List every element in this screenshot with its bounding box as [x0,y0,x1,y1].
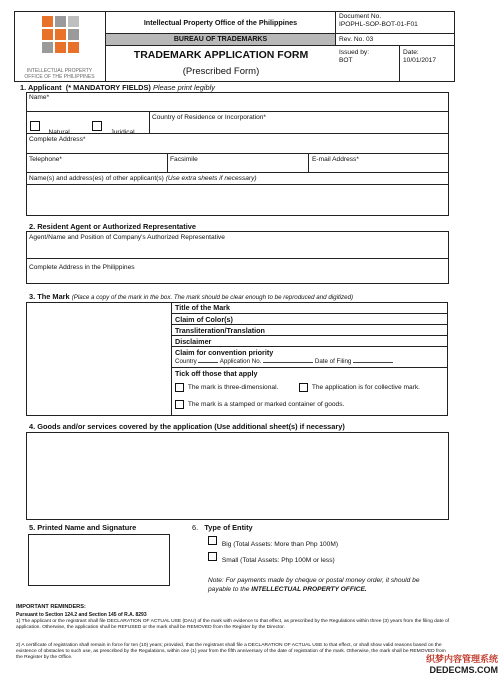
divider [26,153,449,154]
natural-checkbox[interactable] [30,121,40,131]
section4-heading: 4. Goods and/or services covered by the application (Use additional sheet(s) if necessary) [29,422,345,431]
juridical-option[interactable] [92,117,135,137]
reminders-title: IMPORTANT REMINDERS: [16,604,86,610]
doc-no: IPOPHL-SOP-BOT-01-F01 [339,21,418,28]
section5-heading: 5. Printed Name and Signature [29,523,137,532]
section1-heading: 1. Applicant (* MANDATORY FIELDS) Please print legibly [20,83,215,92]
telephone-field[interactable]: Telephone* [29,156,62,163]
stamped-option[interactable]: The mark is a stamped or marked container of goods. [175,400,344,409]
collective-checkbox[interactable] [299,383,308,392]
three-d-checkbox[interactable] [175,383,184,392]
priority-date[interactable]: Date of Filing [314,358,352,365]
name-field[interactable]: Name* [26,92,449,112]
big-entity-option[interactable]: Big (Total Assets: More than Php 100M) [208,536,338,545]
transliteration-row[interactable]: Transliteration/Translation [172,325,447,336]
facsimile-field[interactable]: Facsimile [170,156,198,163]
priority-country[interactable]: Country [175,358,197,365]
logo-line2: OFFICE OF THE PHILIPPINES [24,74,95,80]
date-label: Date: [403,49,419,56]
date-value: 10/01/2017 [403,57,437,64]
logo [14,11,106,82]
agent-address-field[interactable]: Complete Address in the Philippines [29,264,135,271]
payment-note-line1: Note: For payments made by cheque or postal money order, it should be [208,577,420,584]
claim-of-color-row[interactable]: Claim of Color(s) [172,314,447,325]
signature-field[interactable] [28,534,170,586]
section2-heading: 2. Resident Agent or Authorized Representative [29,222,197,231]
divider [26,133,449,134]
issued-value: BOT [339,57,353,64]
watermark [398,652,498,682]
ipophl-logo-icon [14,11,106,63]
tick-heading: Tick off those that apply [175,369,258,378]
reminder-2: 2) A certificate of registration shall remain in force for ten (10) years; provided, that the registrant shall file a DECLARATION OF ACTUAL USE to that effect, or shall show valid reasons based on the existence of obstacles to such use, as prescribed by the Regulations, within one (1) year from the fifth anniversary of the date of registration of the mark. Otherwise, the mark shall be REMOVED from the Register by the Office. [16,643,446,660]
rev-no: Rev. No. 03 [336,34,455,46]
juridical-checkbox[interactable] [92,121,102,131]
other-applicants-label: Name(s) and address(es) of other applicant(s) (Use extra sheets if necessary) [29,175,257,182]
form-title: TRADEMARK APPLICATION FORM [133,49,309,61]
other-applicants-field[interactable] [26,185,449,215]
bureau-name: BUREAU OF TRADEMARKS [106,34,336,46]
divider [308,153,309,172]
email-field[interactable]: E-mail Address* [312,156,359,163]
divider [26,258,449,259]
logo-line1: INTELLECTUAL PROPERTY [26,68,93,74]
title-of-mark-row[interactable]: Title of the Mark [172,302,447,314]
issued-cell [336,46,400,82]
small-entity-checkbox[interactable] [208,552,217,561]
priority-app-no[interactable]: Application No. [219,358,262,365]
address-field[interactable]: Complete Address* [29,136,86,143]
big-entity-checkbox[interactable] [208,536,217,545]
divider [26,172,449,173]
convention-priority-row[interactable] [172,347,447,368]
watermark-brand: 织梦内容管理系统 [425,654,498,664]
collective-option[interactable]: The application is for collective mark. [299,383,420,392]
convention-priority-label: Claim for convention priority [175,348,274,357]
issued-label: Issued by: [339,49,370,56]
three-d-option[interactable]: The mark is three-dimensional. [175,383,278,392]
country-field[interactable]: Country of Residence or Incorporation* [152,114,266,121]
agent-field[interactable]: Agent/Name and Position of Company's Authorized Representative [29,234,225,241]
disclaimer-row[interactable]: Disclaimer [172,336,447,347]
goods-services-field[interactable] [26,432,449,520]
payment-note-line2: payable to the INTELLECTUAL PROPERTY OFFICE. [208,586,367,593]
doc-no-cell [336,11,455,34]
priority-subfields [175,358,447,366]
date-cell [400,46,455,82]
reminders-pursuant: Pursuant to Section 124.2 and Section 145 of R.A. 8293 [16,612,147,618]
small-entity-option[interactable]: Small (Total Assets: Php 100M or less) [208,552,335,561]
section3-heading: 3. The Mark (Place a copy of the mark in the box. The mark should be clear enough to be reproduced and digitized) [29,292,354,301]
form-subtitle: (Prescribed Form) [182,66,260,77]
watermark-url: DEDECMS.COM [429,665,498,675]
reminder-1: 1) The applicant or the registrant shall file DECLARATION OF ACTUAL USE (DAU) of the mark with evidence to that effect, as prescribed by the Regulations within three (3) years from the filing date of application. Otherwise, the application shall be REFUSED or the mark shall be REMOVED from the Register by the Director. [16,619,450,630]
mark-box[interactable] [26,302,172,416]
divider [167,153,168,172]
section6-heading: 6. Type of Entity [192,523,253,532]
stamped-checkbox[interactable] [175,400,184,409]
office-name: Intellectual Property Office of the Philippines [106,11,336,34]
natural-option[interactable] [30,117,70,137]
doc-no-label: Document No. [339,13,382,20]
entity-divider [149,112,150,133]
